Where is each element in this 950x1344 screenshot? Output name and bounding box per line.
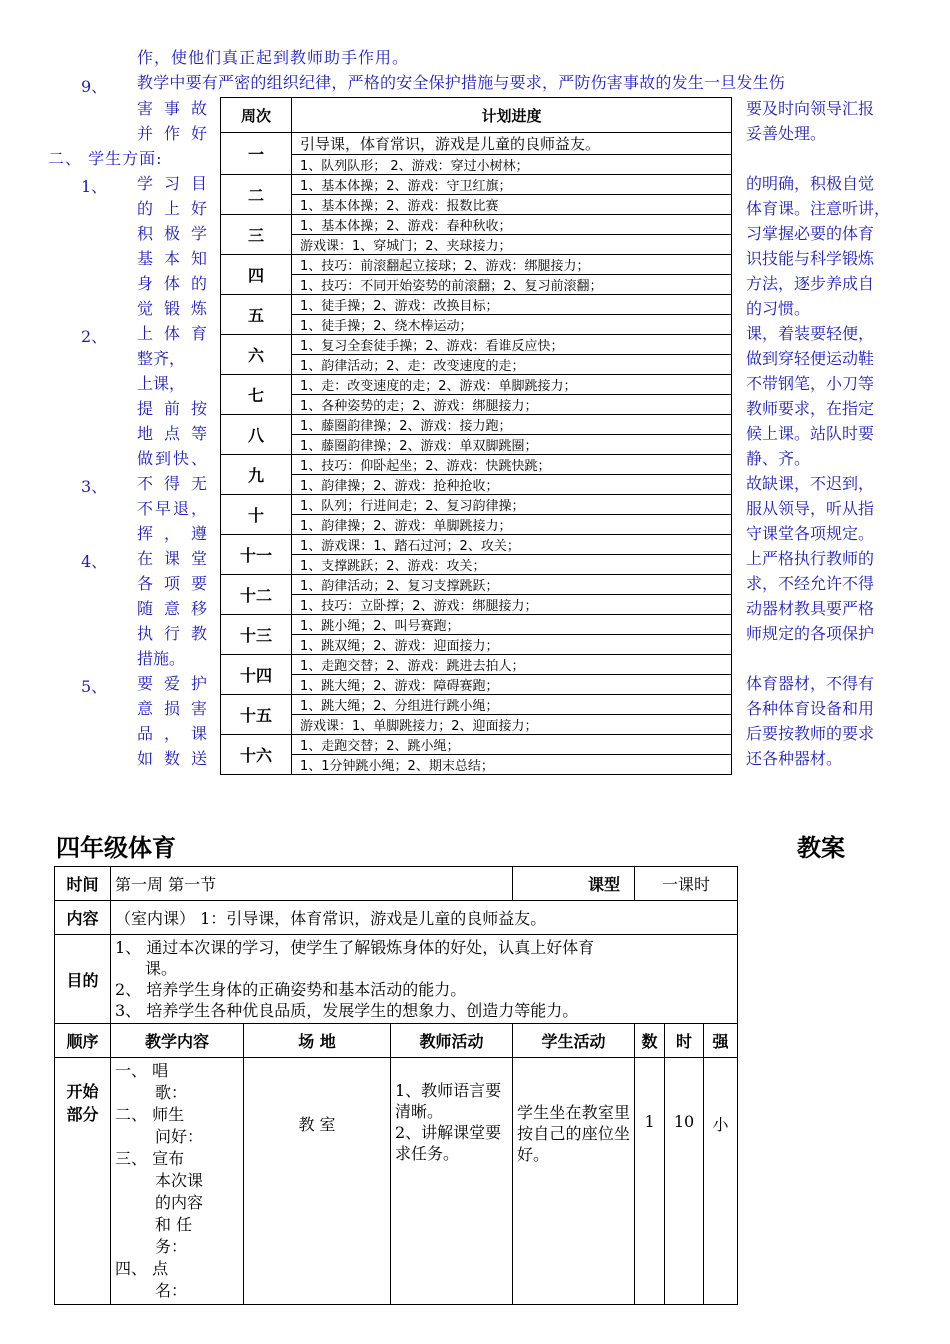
left-col-1: 害事故 并作好 [137, 99, 207, 143]
right-col-1: 要及时向领导汇报 妥善处理。 [746, 99, 875, 143]
plan-week-cell: 八 [221, 415, 292, 455]
plan-progress-cell: 引导课，体育常识，游戏是儿童的良师益友。 [292, 133, 732, 155]
content-steps: 一、 唱 歌： 二、 师生 问好： 三、 宣布 本次课 的内容 和 任 务： 四、 点 名： [111, 1058, 244, 1305]
student-item-3-number: 3、 [81, 477, 108, 496]
plan-week-cell: 十一 [221, 535, 292, 575]
plan-header-week: 周次 [221, 98, 292, 133]
plan-progress-cell: 1、藤圈韵律操；2、游戏：接力跑； [292, 415, 732, 435]
plan-row [221, 635, 732, 655]
plan-week-cell: 七 [221, 375, 292, 415]
goal-1-cont: 课。 [145, 959, 178, 978]
plan-progress-cell: 1、队列队形； 2、游戏：穿过小树林； [292, 155, 732, 175]
plan-progress-cell: 游戏课：1、单脚跳接力；2、迎面接力； [292, 715, 732, 735]
lesson-column-headers [55, 1024, 738, 1058]
goal-2: 2、 培养学生身体的正确姿势和基本活动的能力。 [115, 980, 467, 999]
plan-progress-cell: 1、韵律活动；2、复习支撑跳跃； [292, 575, 732, 595]
plan-progress-cell: 1、基本体操；2、游戏：守卫红旗； [292, 175, 732, 195]
plan-body [221, 133, 732, 775]
time-label: 时间 [55, 867, 111, 901]
lesson-table [54, 866, 738, 1305]
plan-progress-cell: 1、技巧：立卧撑；2、游戏：绑腿接力； [292, 595, 732, 615]
plan-row [221, 475, 732, 495]
plan-progress-cell: 1、1分钟跳小绳；2、期末总结； [292, 755, 732, 775]
right-col-2: 的明确，积极自觉 体育课。注意听讲， 习掌握必要的体育 识技能与科学锻炼 方法，逐步养成自 的习惯。 课，着装要轻便， 做到穿轻便运动鞋 不带钢笔，小刀等 教师要求，在指定 候上课。站队时要 静、齐。 故缺课，不迟到， 服从领导，听从指 守课堂各项规定。 上严格执行教师的 求，不经允许不得 动器材教具要严格 师规定的各项保护 体育器材，不得有 各种体育设备和用 后要按教师的要求 还各种器材。 [746, 174, 891, 768]
plan-progress-cell: 1、各种姿势的走；2、游戏：绑腿接力； [292, 395, 732, 415]
plan-week-cell: 十三 [221, 615, 292, 655]
plan-progress-cell: 1、走：改变速度的走；2、游戏：单脚跳接力； [292, 375, 732, 395]
plan-row [221, 575, 732, 595]
plan-row [221, 515, 732, 535]
plan-row [221, 335, 732, 355]
time-value: 第一周 第一节 [111, 867, 513, 901]
goal-label: 目的 [55, 935, 111, 1024]
plan-progress-cell: 1、徒手操；2、绕木棒运动； [292, 315, 732, 335]
content-value: （室内课） 1：引导课，体育常识，游戏是儿童的良师益友。 [111, 901, 738, 935]
plan-row [221, 435, 732, 455]
plan-row [221, 355, 732, 375]
plan-progress-cell: 1、队列；行进间走；2、复习韵律操； [292, 495, 732, 515]
student-item-2-number: 2、 [81, 327, 108, 346]
plan-row [221, 195, 732, 215]
plan-progress-cell: 1、跳双绳；2、游戏：迎面接力； [292, 635, 732, 655]
plan-row [221, 275, 732, 295]
lesson-time-row [55, 867, 738, 901]
goal-1: 1、 通过本次课的学习，使学生了解锻炼身体的好处，认真上好体育 [115, 938, 595, 957]
plan-row [221, 455, 732, 475]
plan-week-cell: 三 [221, 215, 292, 255]
time-minutes: 10 [665, 1058, 704, 1305]
student-item-5-number: 5、 [81, 677, 108, 696]
col-student: 学生活动 [513, 1024, 635, 1058]
plan-row [221, 133, 732, 155]
plan-week-cell: 五 [221, 295, 292, 335]
plan-row [221, 375, 732, 395]
goal-list [111, 935, 738, 1024]
plan-row [221, 235, 732, 255]
plan-progress-cell: 1、基本体操；2、游戏：春种秋收； [292, 215, 732, 235]
plan-row [221, 295, 732, 315]
plan-row [221, 595, 732, 615]
section-2-heading: 二、 学生方面: [48, 149, 163, 168]
plan-progress-cell: 1、游戏课：1、踏石过河；2、攻关； [292, 535, 732, 555]
teacher-activity: 1、教师语言要清晰。 2、讲解课堂要求任务。 [391, 1058, 513, 1305]
plan-progress-cell: 1、跳大绳；2、游戏：障碍赛跑； [292, 675, 732, 695]
intensity-value: 小 [704, 1058, 738, 1305]
plan-row [221, 495, 732, 515]
count-value: 1 [635, 1058, 665, 1305]
lesson-start-row [55, 1058, 738, 1305]
plan-week-cell: 一 [221, 133, 292, 175]
plan-row [221, 215, 732, 235]
plan-row [221, 695, 732, 715]
plan-row [221, 715, 732, 735]
plan-row [221, 555, 732, 575]
col-intensity: 强 [704, 1024, 738, 1058]
col-count: 数 [635, 1024, 665, 1058]
plan-row [221, 655, 732, 675]
plan-row [221, 255, 732, 275]
plan-progress-cell: 1、韵律操；2、游戏：抢种抢收； [292, 475, 732, 495]
lesson-content-row [55, 901, 738, 935]
plan-progress-cell: 1、藤圈韵律操；2、游戏：单双脚跳圈； [292, 435, 732, 455]
plan-week-cell: 十 [221, 495, 292, 535]
plan-progress-cell: 游戏课：1、穿城门；2、夹球接力； [292, 235, 732, 255]
plan-progress-cell: 1、韵律活动；2、走：改变速度的走； [292, 355, 732, 375]
plan-row [221, 735, 732, 755]
col-venue: 场 地 [244, 1024, 391, 1058]
plan-progress-cell: 1、跳小绳；2、叫号赛跑； [292, 615, 732, 635]
content-label: 内容 [55, 901, 111, 935]
col-order: 顺序 [55, 1024, 111, 1058]
doc-title-right: 教案 [797, 834, 845, 862]
left-col-2: 学习目 的上好 积极学 基本知 身体的 觉锻炼 上体育 整齐， 上课， 提前按 地点等 做到快、 不得无 不早退， 挥，遵 在课堂 各项要 随意移 执行教 措施。 要爱护 意损害 品，课 如数送 [137, 174, 207, 768]
plan-row [221, 615, 732, 635]
plan-progress-cell: 1、复习全套徒手操；2、游戏：看谁反应快； [292, 335, 732, 355]
plan-progress-cell: 1、走跑交替；2、跳小绳； [292, 735, 732, 755]
venue-value: 教 室 [244, 1058, 391, 1305]
student-item-4-number: 4、 [81, 552, 108, 571]
plan-week-cell: 十二 [221, 575, 292, 615]
plan-progress-cell: 1、韵律操；2、游戏：单脚跳接力； [292, 515, 732, 535]
goal-3: 3、 培养学生各种优良品质，发展学生的想象力、创造力等能力。 [115, 1001, 579, 1020]
doc-title-left: 四年级体育 [56, 834, 176, 862]
item-9-text: 教学中要有严密的组织纪律，严格的安全保护措施与要求，严防伤害事故的发生一旦发生伤 [137, 73, 786, 92]
student-activity: 学生坐在教室里按自己的座位坐好。 [513, 1058, 635, 1305]
type-label: 课型 [513, 867, 635, 901]
plan-row [221, 315, 732, 335]
plan-progress-cell: 1、支撑跳跃；2、游戏：攻关； [292, 555, 732, 575]
plan-row [221, 175, 732, 195]
plan-row [221, 675, 732, 695]
col-content: 教学内容 [111, 1024, 244, 1058]
plan-row [221, 395, 732, 415]
plan-progress-cell: 1、技巧：不同开始姿势的前滚翻；2、复习前滚翻； [292, 275, 732, 295]
order-start: 开始部分 [55, 1058, 111, 1305]
col-teacher: 教师活动 [391, 1024, 513, 1058]
plan-table [220, 97, 732, 775]
plan-row [221, 535, 732, 555]
item-9-number: 9、 [81, 77, 108, 96]
plan-header-progress: 计划进度 [292, 98, 732, 133]
plan-row [221, 755, 732, 775]
plan-week-cell: 四 [221, 255, 292, 295]
plan-week-cell: 十五 [221, 695, 292, 735]
plan-progress-cell: 1、徒手操；2、游戏：改换目标； [292, 295, 732, 315]
plan-progress-cell: 1、技巧：前滚翻起立接球；2、游戏：绑腿接力； [292, 255, 732, 275]
plan-week-cell: 六 [221, 335, 292, 375]
bg-line-0: 作，使他们真正起到教师助手作用。 [137, 48, 410, 67]
lesson-goal-row [55, 935, 738, 1024]
plan-week-cell: 十四 [221, 655, 292, 695]
plan-progress-cell: 1、走跑交替；2、游戏：跳进去拍人； [292, 655, 732, 675]
plan-progress-cell: 1、技巧：仰卧起坐；2、游戏：快跳快跳； [292, 455, 732, 475]
plan-row [221, 155, 732, 175]
plan-row [221, 415, 732, 435]
plan-week-cell: 九 [221, 455, 292, 495]
student-item-1-number: 1、 [81, 177, 108, 196]
plan-header-row [221, 98, 732, 133]
plan-progress-cell: 1、跳大绳；2、分组进行跳小绳； [292, 695, 732, 715]
type-value: 一课时 [635, 867, 738, 901]
col-time: 时 [665, 1024, 704, 1058]
plan-week-cell: 十六 [221, 735, 292, 775]
plan-week-cell: 二 [221, 175, 292, 215]
plan-progress-cell: 1、基本体操；2、游戏：报数比赛 [292, 195, 732, 215]
